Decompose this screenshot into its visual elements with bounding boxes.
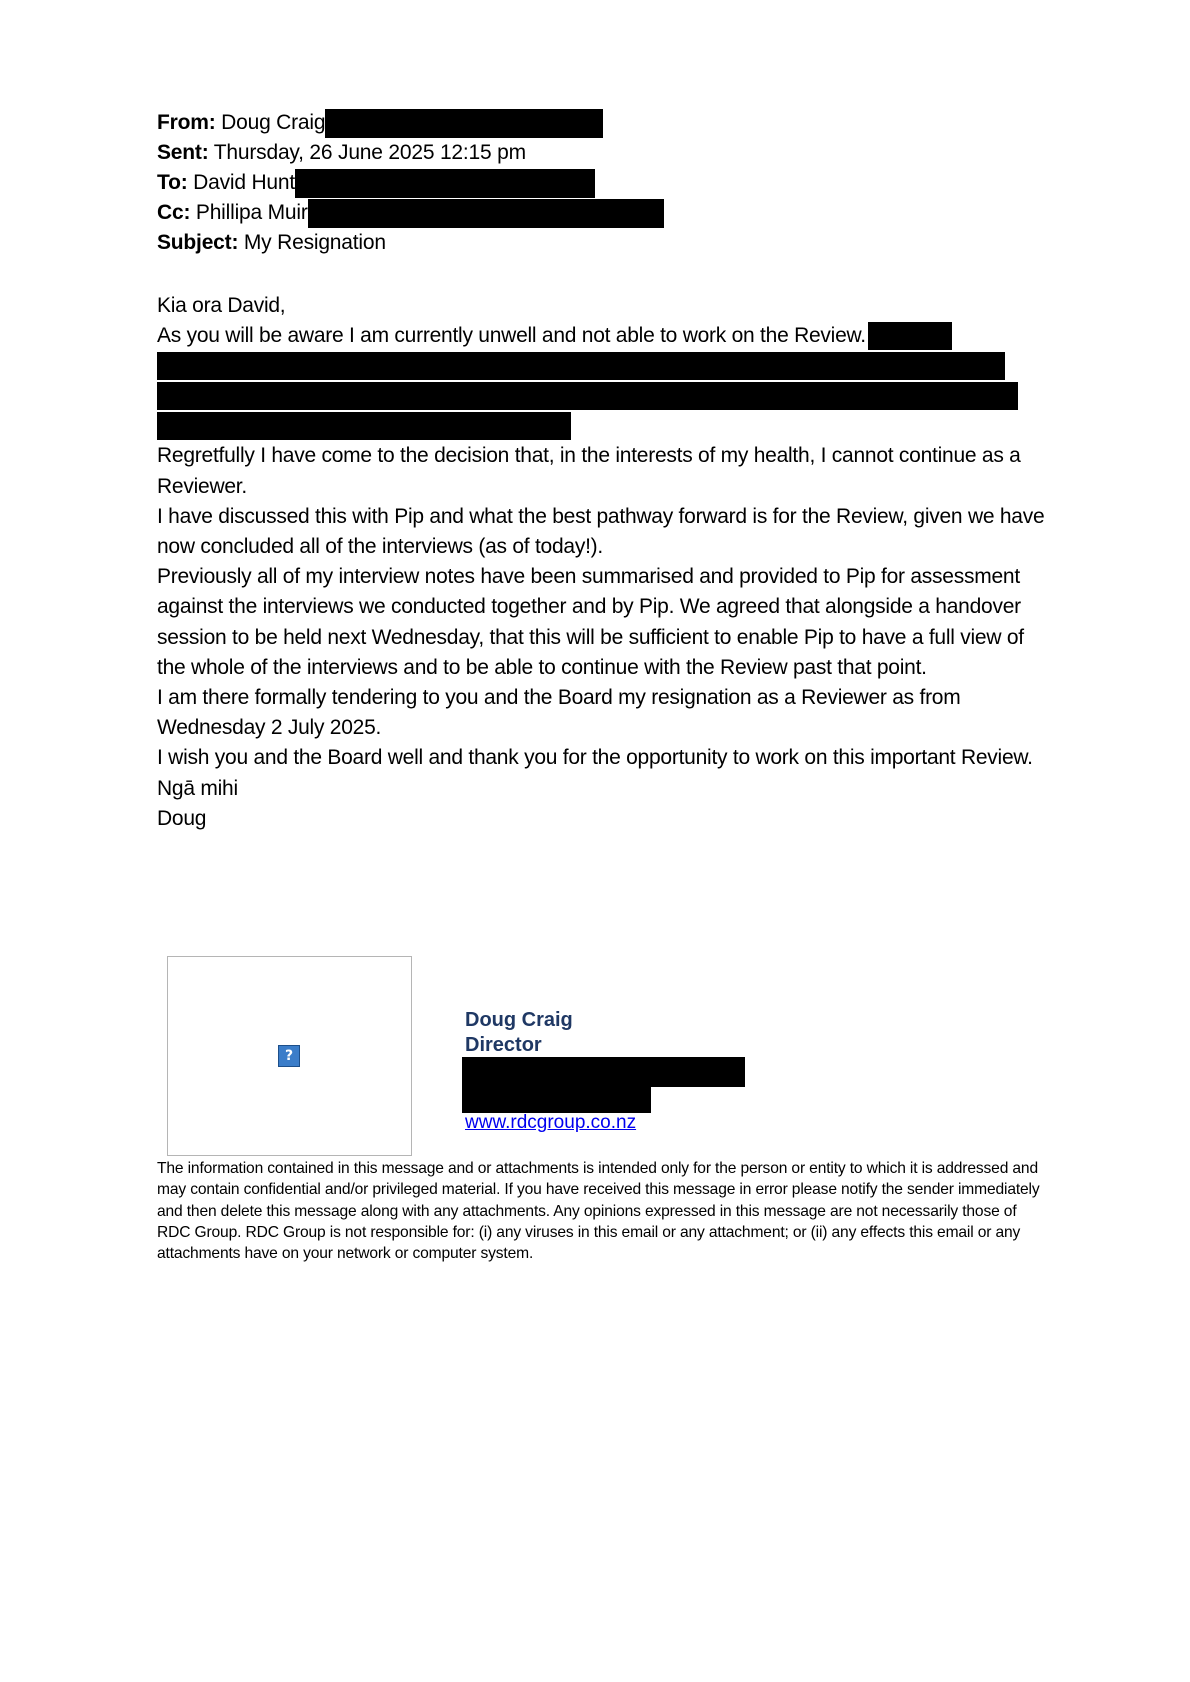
from-value: Doug Craig <box>221 111 326 134</box>
signature-image-placeholder <box>167 956 412 1156</box>
signature-name: Doug Craig <box>465 1009 573 1031</box>
email-header <box>157 108 664 258</box>
email-disclaimer: The information contained in this message and or attachments is intended only for the person or entity to which it is addressed and may contain confidential and/or privileged material. If you have received this message in error please notify the sender immediately and then delete this message along with any attachments. Any opinions expressed in this message are not necessarily those of RDC Group. RDC Group is not responsible for: (i) any viruses in this email or any attachment; or (ii) any effects this email or any attachments have on your network or computer system. <box>157 1160 1040 1263</box>
paragraph-decision: Regretfully I have come to the decision that, in the interests of my health, I cannot continue as a Reviewer. <box>157 444 1021 498</box>
redaction-from-email <box>325 109 603 138</box>
paragraph-discussed: I have discussed this with Pip and what the best pathway forward is for the Review, given we have now concluded all of the interviews (as of today!). <box>157 504 1045 559</box>
signature-block <box>465 1008 573 1058</box>
to-label: To: <box>157 171 188 194</box>
redacted-paragraph <box>157 351 1057 441</box>
body-line-1 <box>157 321 1057 351</box>
redaction-signature-2 <box>462 1087 651 1113</box>
redaction-to-email <box>295 169 595 198</box>
signoff: Ngā mihi <box>157 776 238 800</box>
subject-label: Subject: <box>157 231 239 254</box>
paragraph-thanks: I wish you and the Board well and thank you for the opportunity to work on this important Review. <box>157 746 1033 770</box>
cc-value: Phillipa Muir <box>195 201 308 224</box>
redaction-line-3 <box>157 412 571 440</box>
cc-line <box>157 198 664 228</box>
to-value: David Hunt <box>193 171 296 194</box>
signature-title: Director <box>465 1034 542 1056</box>
sent-value: Thursday, 26 June 2025 12:15 pm <box>213 141 526 164</box>
redaction-cc-email <box>308 199 664 228</box>
broken-image-icon: ? <box>278 1045 300 1067</box>
sign-name: Doug <box>157 806 207 830</box>
redaction-inline <box>868 322 952 350</box>
cc-label: Cc: <box>157 201 191 224</box>
from-line <box>157 108 664 138</box>
subject-value: My Resignation <box>243 231 386 254</box>
paragraph-tender: I am there formally tendering to you and the Board my resignation as a Reviewer as from Wednesday 2 July 2025. <box>157 686 961 740</box>
to-line <box>157 168 664 198</box>
from-label: From: <box>157 111 216 134</box>
redaction-signature-1 <box>462 1057 745 1087</box>
redaction-line-2 <box>157 382 1018 410</box>
sent-label: Sent: <box>157 141 209 164</box>
redaction-line-1 <box>157 352 1005 380</box>
body-line-1-text: As you will be aware I am currently unwell and not able to work on the Review. <box>157 324 866 348</box>
website-link[interactable]: www.rdcgroup.co.nz <box>465 1112 637 1133</box>
paragraph-notes: Previously all of my interview notes have been summarised and provided to Pip for assessment against the interviews we conducted together and by Pip. We agreed that alongside a handover session to be held next Wednesday, that this will be sufficient to enable Pip to have a full view of the whole of the interviews and to be able to continue with the Review past that point. <box>157 565 1024 679</box>
sent-line <box>157 138 664 168</box>
email-body <box>157 291 1057 834</box>
subject-line <box>157 228 664 258</box>
greeting: Kia ora David, <box>157 294 286 317</box>
